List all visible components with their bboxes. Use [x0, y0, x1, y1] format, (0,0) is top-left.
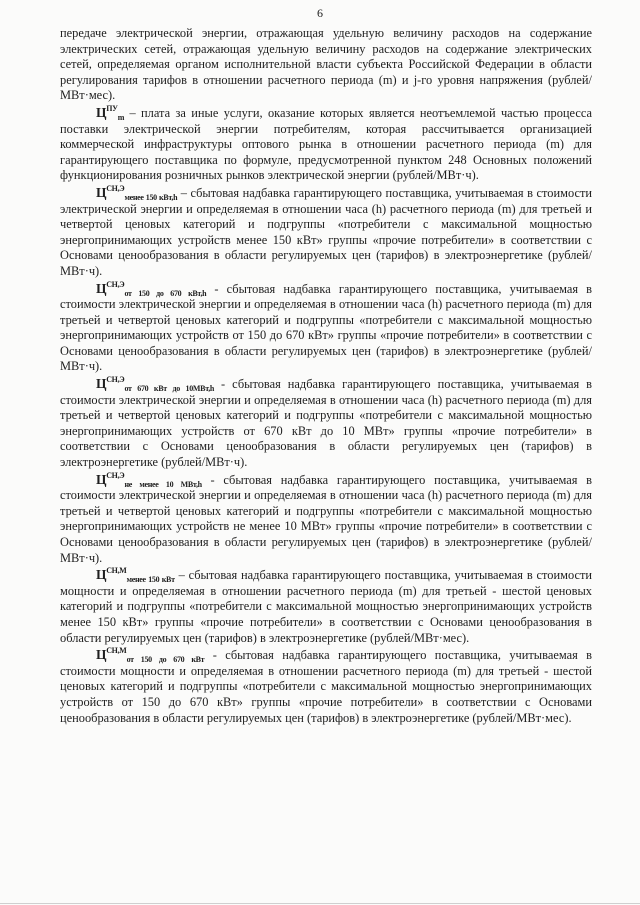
document-body: [60, 26, 592, 727]
paragraph-text: - сбытовая надбавка гарантирующего поставщика, учитываемая в стоимости электрической энергии и определяемая в отношении часа (h) расчетного периода (m) для третьей и четвертой ценовых категорий и подгруппы «потребители с максимальной мощностью энергопринимающих устройств от 150 до 670 кВт» группы «прочие потребители» в соответствии с Основами ценообразования в области регулируемых цен (тарифов) в электроэнергетике (рублей/МВт·ч).: [60, 281, 592, 374]
symbol-superscript: СН,Э: [106, 375, 125, 385]
page-number: 6: [317, 6, 323, 20]
symbol-letter: Ц: [96, 104, 107, 120]
symbol-subscript: m: [117, 112, 125, 122]
paragraph-text: - сбытовая надбавка гарантирующего поставщика, учитываемая в стоимости мощности и определяемая в отношении расчетного периода (m) для третьей - шестой ценовых категорий и подгруппы «потребители с максимальной мощностью энергопринимающих устройств от 150 до 670 кВт» группы «прочие потребители» в соответствии с Основами ценообразования в области регулируемых цен (тарифов) в электроэнергетике (рублей/МВт·мес).: [60, 648, 592, 725]
symbol-letter: Ц: [96, 376, 107, 392]
paragraph-text: – сбытовая надбавка гарантирующего поставщика, учитываемая в стоимости электрической энергии и определяемая в отношении часа (h) расчетного периода (m) для третьей и четвертой ценовых категорий и подгруппы «потребители с максимальной мощностью энергопринимающих устройств менее 150 кВт» группы «прочие потребители» в соответствии с Основами ценообразования в области регулируемых цен (тарифов) в электроэнергетике (рублей/МВт·ч).: [60, 185, 592, 278]
paragraph-text: - сбытовая надбавка гарантирующего поставщика, учитываемая в стоимости электрической энергии и определяемая в отношении часа (h) расчетного периода (m) для третьей и четвертой ценовых категорий и подгруппы «потребители с максимальной мощностью энергопринимающих устройств от 670 кВт до 10 МВт» группы «прочие потребители» в соответствии с Основами ценообразования в области регулируемых цен (тарифов) в электроэнергетике (рублей/МВт·ч).: [60, 377, 592, 470]
paragraph-definition: [60, 472, 592, 567]
symbol-letter: Ц: [96, 471, 107, 487]
symbol-superscript: СН,М: [106, 646, 127, 656]
symbol-letter: Ц: [96, 280, 107, 296]
formula-symbol: [96, 281, 206, 296]
symbol-superscript: СН,М: [106, 566, 127, 576]
scan-edge-divider: [0, 903, 640, 904]
symbol-subscript: от 670 кВт до 10МВт,h: [124, 384, 215, 394]
symbol-letter: Ц: [96, 567, 107, 583]
symbol-subscript: менее 150 кВт: [126, 575, 175, 585]
symbol-subscript: не менее 10 МВт,h: [124, 479, 202, 489]
symbol-superscript: СН,Э: [106, 183, 125, 193]
formula-symbol: [96, 566, 175, 585]
paragraph-definition: [60, 376, 592, 471]
paragraph-definition: [60, 185, 592, 280]
symbol-subscript: от 150 до 670 кВт: [126, 655, 205, 665]
paragraph-text: передаче электрической энергии, отражающая удельную величину расходов на содержание электрических сетей, отражающая удельную величину расходов на содержание электрических сетей, определяемая органом исполнительной власти субъекта Российской Федерации в области регулирования тарифов в отношении расчетного периода (m) и j-го уровня напряжения (рублей/МВт·мес).: [60, 26, 592, 103]
paragraph-text: – плата за иные услуги, оказание которых является неотъемлемой частью процесса поставки электрической энергии потребителям, которая рассчитывается организацией коммерческой инфраструктуры оптового рынка в отношении расчетного периода (m) для гарантирующего поставщика по формуле, предусмотренной пунктом 248 Основных положений функционирования розничных рынков электрической энергии (рублей/МВт·ч).: [60, 105, 592, 183]
formula-symbol: [96, 472, 202, 487]
paragraph-text: – сбытовая надбавка гарантирующего поставщика, учитываемая в стоимости мощности и определяемая в отношении расчетного периода (m) для третьей - шестой ценовых категорий и подгруппы «потребители с максимальной мощностью энергопринимающих устройств менее 150 кВт» группы «прочие потребители» в соответствии с Основами ценообразования в области регулируемых цен (тарифов) в электроэнергетике (рублей/МВт·мес).: [60, 568, 592, 645]
symbol-subscript: менее 150 кВт,h: [124, 192, 178, 202]
paragraph-continuation: [60, 26, 592, 104]
paragraph-definition: [60, 647, 592, 726]
symbol-superscript: СН,Э: [106, 470, 125, 480]
symbol-subscript: от 150 до 670 кВт,h: [124, 288, 207, 298]
formula-symbol: [96, 646, 205, 665]
symbol-letter: Ц: [96, 184, 107, 200]
symbol-superscript: СН,Э: [106, 279, 125, 289]
formula-symbol: [96, 105, 124, 120]
formula-symbol: [96, 185, 177, 200]
formula-symbol: [96, 375, 215, 394]
paragraph-definition: [60, 281, 592, 376]
paragraph-definition: [60, 567, 592, 646]
symbol-letter: Ц: [96, 647, 107, 663]
symbol-superscript: ПУ: [106, 103, 118, 113]
paragraph-text: - сбытовая надбавка гарантирующего поставщика, учитываемая в стоимости электрической энергии и определяемая в отношении часа (h) расчетного периода (m) для третьей и четвертой ценовых категорий и подгруппы «потребители с максимальной мощностью энергопринимающих устройств не менее 10 МВт» группы «прочие потребители» в соответствии с Основами ценообразования в области регулируемых цен (тарифов) в электроэнергетике (рублей/МВт·ч).: [60, 472, 593, 565]
paragraph-definition: [60, 105, 592, 184]
